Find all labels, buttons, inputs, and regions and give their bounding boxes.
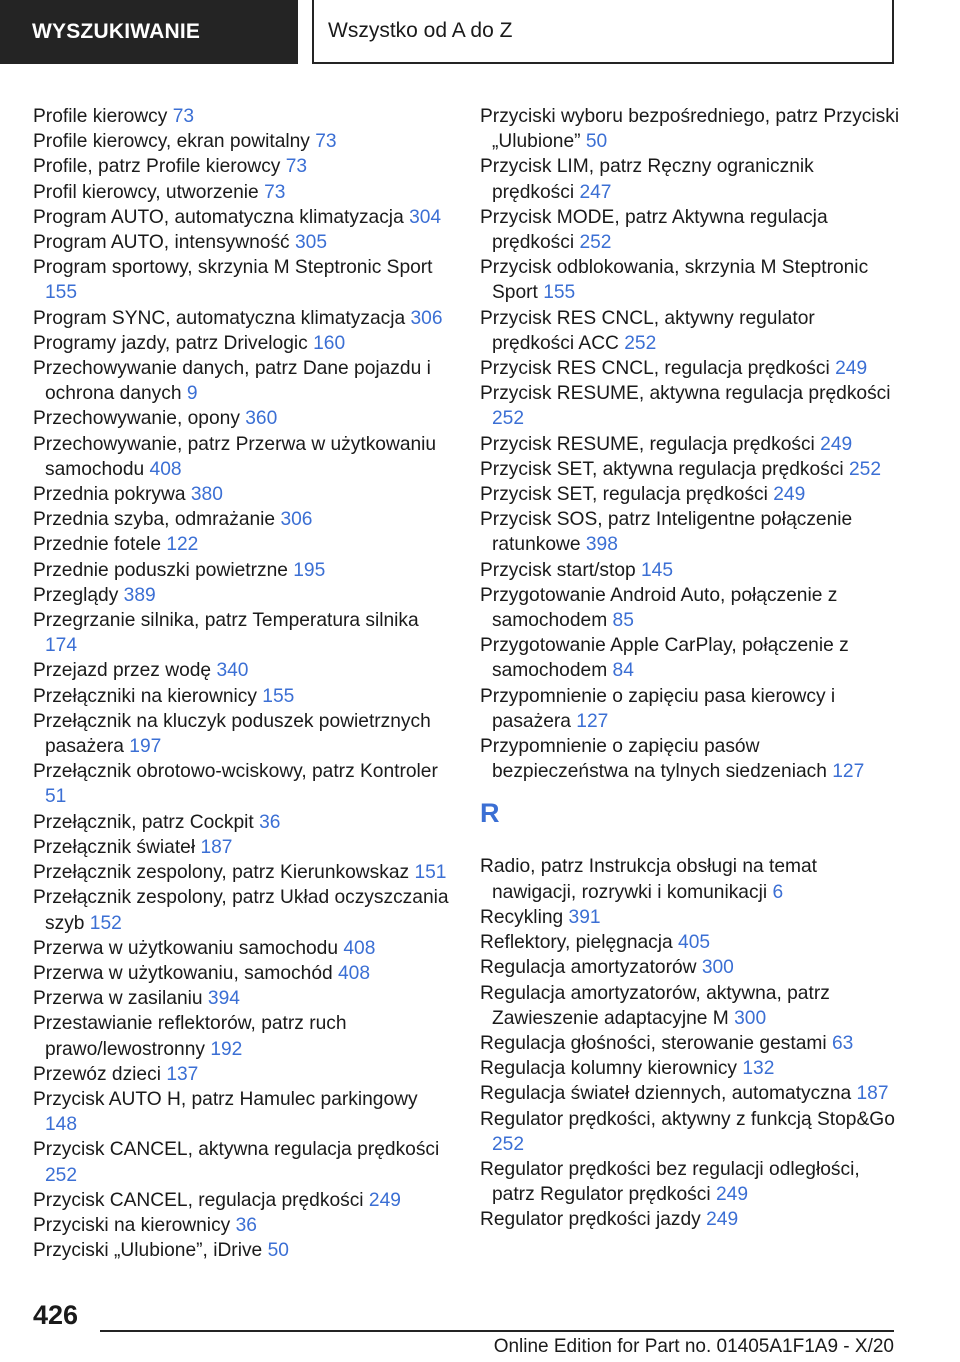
index-page-link[interactable]: 155: [262, 685, 295, 707]
index-entry-text: Przechowywanie danych, patrz Dane pojazdu i ochrona danych: [33, 358, 431, 405]
page-header: [0, 0, 960, 66]
index-entry: [480, 205, 900, 255]
index-entry: [480, 154, 900, 204]
index-page-link[interactable]: 152: [89, 912, 122, 934]
index-entry: [33, 810, 453, 835]
index-entry: [33, 658, 453, 683]
index-entry: [480, 1056, 900, 1081]
index-page-link[interactable]: 73: [285, 156, 308, 178]
index-entry-text: Przycisk CANCEL, aktywna regulacja prędkości: [33, 1139, 440, 1161]
index-entry-text: Program sportowy, skrzynia M Steptronic Sport: [33, 257, 433, 279]
index-page-link[interactable]: 306: [280, 509, 313, 531]
index-entry-text: Przycisk odblokowania, skrzynia M Steptronic Sport: [480, 257, 869, 304]
index-page-link[interactable]: 391: [568, 906, 601, 928]
index-entry: [33, 432, 453, 482]
index-entry: [480, 734, 900, 784]
index-page-link[interactable]: 36: [259, 811, 281, 833]
index-page-link[interactable]: 249: [715, 1184, 748, 1206]
index-entry-text: Przednia szyba, odmrażanie: [33, 509, 276, 531]
index-entry: [33, 835, 453, 860]
index-page-link[interactable]: 127: [832, 761, 865, 783]
index-entry: [33, 1213, 453, 1238]
index-page-link[interactable]: 249: [706, 1209, 739, 1231]
index-entry: [480, 432, 900, 457]
index-page-link[interactable]: 398: [585, 534, 618, 556]
index-entry-text: Przycisk RESUME, aktywna regulacja prędkości: [480, 383, 891, 405]
index-entry: [33, 255, 453, 305]
index-entry-text: Przycisk SET, aktywna regulacja prędkości: [480, 458, 844, 480]
index-entry-text: Przełączniki na kierownicy: [33, 685, 257, 707]
index-page-link[interactable]: 408: [343, 937, 376, 959]
index-entry: [33, 1137, 453, 1187]
index-page-link[interactable]: 50: [585, 131, 608, 153]
index-page-link[interactable]: 187: [856, 1083, 889, 1105]
index-entry-text: Przełącznik świateł: [33, 836, 196, 858]
index-entry-text: Przycisk start/stop: [480, 559, 636, 581]
index-entry-text: Przyciski na kierownicy: [33, 1214, 231, 1236]
index-page-link[interactable]: 187: [200, 836, 233, 858]
index-page-link[interactable]: 380: [190, 484, 223, 506]
index-page-link[interactable]: 132: [742, 1058, 775, 1080]
index-page-link[interactable]: 389: [123, 584, 156, 606]
index-page-link[interactable]: 408: [149, 458, 182, 480]
index-entry: [33, 936, 453, 961]
index-entry-text: Regulacja głośności, sterowanie gestami: [480, 1032, 827, 1054]
index-entry: [33, 129, 453, 154]
index-entry: [480, 306, 900, 356]
index-page-link[interactable]: 340: [216, 660, 249, 682]
index-entry: [33, 684, 453, 709]
index-page-link[interactable]: 252: [624, 332, 657, 354]
index-entry: [480, 1157, 900, 1207]
index-group-p: [480, 104, 900, 784]
index-page-link[interactable]: 249: [820, 433, 853, 455]
index-page-link[interactable]: 305: [295, 232, 328, 254]
index-page-link[interactable]: 155: [45, 282, 78, 304]
index-entry: [33, 230, 453, 255]
index-entry-text: Przyciski wyboru bezpośredniego, patrz Przyciski „Ulubione”: [480, 106, 900, 153]
index-page-link[interactable]: 394: [207, 988, 240, 1010]
index-page-link[interactable]: 73: [315, 131, 337, 153]
index-entry: [33, 961, 453, 986]
index-entry-text: Przejazd przez wodę: [33, 660, 212, 682]
index-page-link[interactable]: 192: [210, 1038, 243, 1060]
index-entry-text: Regulator prędkości bez regulacji odległości, patrz Regulator prędkości: [480, 1158, 860, 1206]
index-entry-text: Przełącznik obrotowo-wciskowy, patrz Kontroler: [33, 761, 438, 783]
index-entry-text: Regulacja amortyzatorów, aktywna, patrz Zawieszenie adaptacyjne M: [480, 982, 830, 1029]
index-entry-text: Przycisk CANCEL, regulacja prędkości: [33, 1189, 364, 1211]
section-letter: R: [480, 798, 500, 829]
index-entry: [480, 1031, 900, 1056]
index-entry: [480, 507, 900, 557]
index-page-link[interactable]: 300: [701, 957, 734, 979]
index-page-link[interactable]: 51: [45, 786, 67, 808]
index-entry-text: Przeglądy: [33, 584, 119, 606]
index-entry: [33, 205, 453, 230]
chapter-title-tab[interactable]: Wszystko od A do Z: [312, 0, 894, 64]
index-entry-text: Radio, patrz Instrukcja obsługi na temat nawigacji, rozrywki i komunikacji: [480, 856, 818, 903]
index-page-link[interactable]: 9: [186, 383, 198, 405]
index-entry-text: Przycisk SET, regulacja prędkości: [480, 484, 768, 506]
index-entry: [33, 104, 453, 129]
index-page-link[interactable]: 174: [45, 635, 78, 657]
index-entry: [33, 331, 453, 356]
index-entry-text: Przygotowanie Apple CarPlay, połączenie z samochodem: [480, 635, 849, 682]
index-entry-text: Przygotowanie Android Auto, połączenie z samochodem: [480, 584, 838, 632]
index-entry-text: Przechowywanie, patrz Przerwa w użytkowaniu samochodu: [33, 433, 437, 480]
index-page-link[interactable]: 249: [773, 484, 806, 506]
index-entry: [33, 860, 453, 885]
index-entry: [480, 558, 900, 583]
index-page-link[interactable]: 252: [492, 1133, 525, 1155]
index-entry-text: Przypomnienie o zapięciu pasa kierowcy i pasażera: [480, 685, 836, 732]
index-entry: [480, 457, 900, 482]
index-entry: [480, 1107, 900, 1157]
index-entry: [33, 608, 453, 658]
index-page-link[interactable]: 155: [543, 282, 576, 304]
edition-footer: Online Edition for Part no. 01405A1F1A9 - X/20: [493, 1336, 894, 1357]
index-page-link[interactable]: 160: [313, 332, 346, 354]
index-entry: [480, 104, 900, 154]
footer-divider: [100, 1330, 894, 1332]
index-entry: [33, 306, 453, 331]
index-group-r: [480, 854, 900, 1232]
index-entry: [480, 356, 900, 381]
index-entry: [480, 955, 900, 980]
index-entry-text: Recykling: [480, 906, 564, 928]
index-entry: [480, 1081, 900, 1106]
index-entry-text: Programy jazdy, patrz Drivelogic: [33, 332, 308, 354]
index-entry-text: Przednie poduszki powietrzne: [33, 559, 288, 581]
index-entry-text: Przełącznik zespolony, patrz Układ oczyszczania szyb: [33, 887, 449, 934]
index-entry: [33, 986, 453, 1011]
index-page-link[interactable]: 127: [576, 710, 609, 732]
section-tab[interactable]: WYSZUKIWANIE: [0, 0, 298, 64]
index-page-link[interactable]: 197: [129, 736, 162, 758]
index-entry: [480, 255, 900, 305]
index-page-link[interactable]: 408: [338, 962, 371, 984]
index-column-left: [33, 104, 453, 1263]
index-entry: [480, 905, 900, 930]
index-page-link[interactable]: 195: [293, 559, 326, 581]
index-entry-text: Program SYNC, automatyczna klimatyzacja: [33, 307, 406, 329]
index-entry-text: Reflektory, pielęgnacja: [480, 932, 673, 954]
index-page-link[interactable]: 151: [414, 862, 447, 884]
index-entry-text: Przełącznik zespolony, patrz Kierunkowskaz: [33, 862, 410, 884]
index-page-link[interactable]: 252: [579, 232, 612, 254]
index-page-link[interactable]: 405: [678, 932, 711, 954]
index-entry: [33, 482, 453, 507]
index-entry: [33, 709, 453, 759]
index-entry: [33, 532, 453, 557]
index-entry: [33, 1238, 453, 1263]
index-page-link[interactable]: 148: [45, 1114, 78, 1136]
index-page-link[interactable]: 252: [848, 458, 881, 480]
index-entry-text: Przerwa w użytkowaniu, samochód: [33, 962, 333, 984]
index-column-right: [480, 104, 900, 1233]
index-entry-text: Regulacja amortyzatorów: [480, 957, 697, 979]
index-page-link[interactable]: 249: [368, 1189, 401, 1211]
index-entry: [480, 854, 900, 904]
index-entry: [480, 381, 900, 431]
index-entry-text: Przycisk SOS, patrz Inteligentne połączenie ratunkowe: [480, 509, 853, 556]
index-entry-text: Profile, patrz Profile kierowcy: [33, 156, 281, 178]
index-entry-text: Profile kierowcy: [33, 106, 168, 127]
index-page-link[interactable]: 360: [245, 408, 278, 430]
index-entry-text: Przechowywanie, opony: [33, 408, 240, 430]
index-entry-text: Przypomnienie o zapięciu pasów bezpieczeństwa na tylnych siedzeniach: [480, 736, 827, 783]
index-entry: [480, 684, 900, 734]
index-page-link[interactable]: 306: [410, 307, 443, 329]
index-entry: [33, 558, 453, 583]
index-page-link[interactable]: 137: [166, 1063, 199, 1085]
index-entry-text: Przycisk AUTO H, patrz Hamulec parkingowy: [33, 1088, 418, 1110]
index-entry: [33, 1011, 453, 1061]
index-entry: [480, 930, 900, 955]
index-page-link[interactable]: 50: [267, 1240, 289, 1262]
index-entry: [480, 1207, 900, 1232]
index-page-link[interactable]: 247: [579, 181, 612, 203]
index-page-link[interactable]: 84: [612, 660, 634, 682]
index-page-link[interactable]: 249: [835, 358, 868, 380]
index-entry-text: Przewóz dzieci: [33, 1063, 161, 1085]
index-entry: [480, 633, 900, 683]
index-entry-text: Przyciski „Ulubione”, iDrive: [33, 1240, 263, 1262]
index-page-link[interactable]: 252: [45, 1164, 78, 1186]
index-page-link[interactable]: 252: [492, 408, 525, 430]
index-entry: [33, 583, 453, 608]
index-page-link[interactable]: 73: [264, 181, 286, 203]
index-entry: [33, 180, 453, 205]
index-entry-text: Przycisk RES CNCL, aktywny regulator prędkości ACC: [480, 307, 815, 354]
index-entry-text: Przednia pokrywa: [33, 484, 186, 506]
index-page-link[interactable]: 85: [612, 610, 634, 632]
index-entry: [33, 507, 453, 532]
index-entry-text: Przerwa w użytkowaniu samochodu: [33, 937, 339, 959]
index-entry: [33, 1062, 453, 1087]
index-entry-text: Program AUTO, intensywność: [33, 232, 290, 254]
index-entry: [33, 885, 453, 935]
index-page-link[interactable]: 300: [734, 1007, 767, 1029]
index-entry: [480, 583, 900, 633]
index-entry: [33, 356, 453, 406]
index-entry-text: Przestawianie reflektorów, patrz ruch prawo/lewostronny: [33, 1013, 347, 1060]
index-entry: [33, 759, 453, 809]
index-entry: [33, 1188, 453, 1213]
index-entry: [33, 154, 453, 179]
index-page-link[interactable]: 145: [641, 559, 674, 581]
index-entry-text: Regulator prędkości jazdy: [480, 1209, 701, 1231]
index-entry-text: Przycisk RESUME, regulacja prędkości: [480, 433, 815, 455]
index-page-link[interactable]: 36: [235, 1214, 257, 1236]
index-entry-text: Przycisk RES CNCL, regulacja prędkości: [480, 358, 830, 380]
index-page-link[interactable]: 6: [772, 881, 784, 903]
index-entry: [480, 482, 900, 507]
index-page-link[interactable]: 304: [409, 206, 442, 228]
index-entry: [480, 981, 900, 1031]
index-entry-text: Regulacja świateł dziennych, automatyczna: [480, 1083, 852, 1105]
index-entry-text: Przycisk LIM, patrz Ręczny ogranicznik prędkości: [480, 156, 814, 203]
index-entry-text: Regulacja kolumny kierownicy: [480, 1058, 738, 1080]
index-entry-text: Program AUTO, automatyczna klimatyzacja: [33, 206, 404, 228]
index-entry-text: Przycisk MODE, patrz Aktywna regulacja prędkości: [480, 206, 828, 254]
index-entry-text: Przegrzanie silnika, patrz Temperatura silnika: [33, 610, 419, 632]
index-entry-text: Regulator prędkości, aktywny z funkcją Stop&Go: [480, 1108, 895, 1130]
index-entry-text: Profile kierowcy, ekran powitalny: [33, 131, 310, 153]
page-number: 426: [33, 1300, 79, 1330]
index-entry-text: Przełącznik na kluczyk poduszek powietrznych pasażera: [33, 710, 431, 758]
index-entry-text: Przednie fotele: [33, 534, 161, 556]
index-page-link[interactable]: 122: [166, 534, 199, 556]
index-entry-text: Przerwa w zasilaniu: [33, 988, 203, 1010]
index-entry-text: Przełącznik, patrz Cockpit: [33, 811, 254, 833]
index-page-link[interactable]: 63: [831, 1032, 854, 1054]
index-entry-text: Profil kierowcy, utworzenie: [33, 181, 259, 203]
index-page-link[interactable]: 73: [172, 106, 195, 127]
index-entry: [33, 406, 453, 431]
index-entry: [33, 1087, 453, 1137]
